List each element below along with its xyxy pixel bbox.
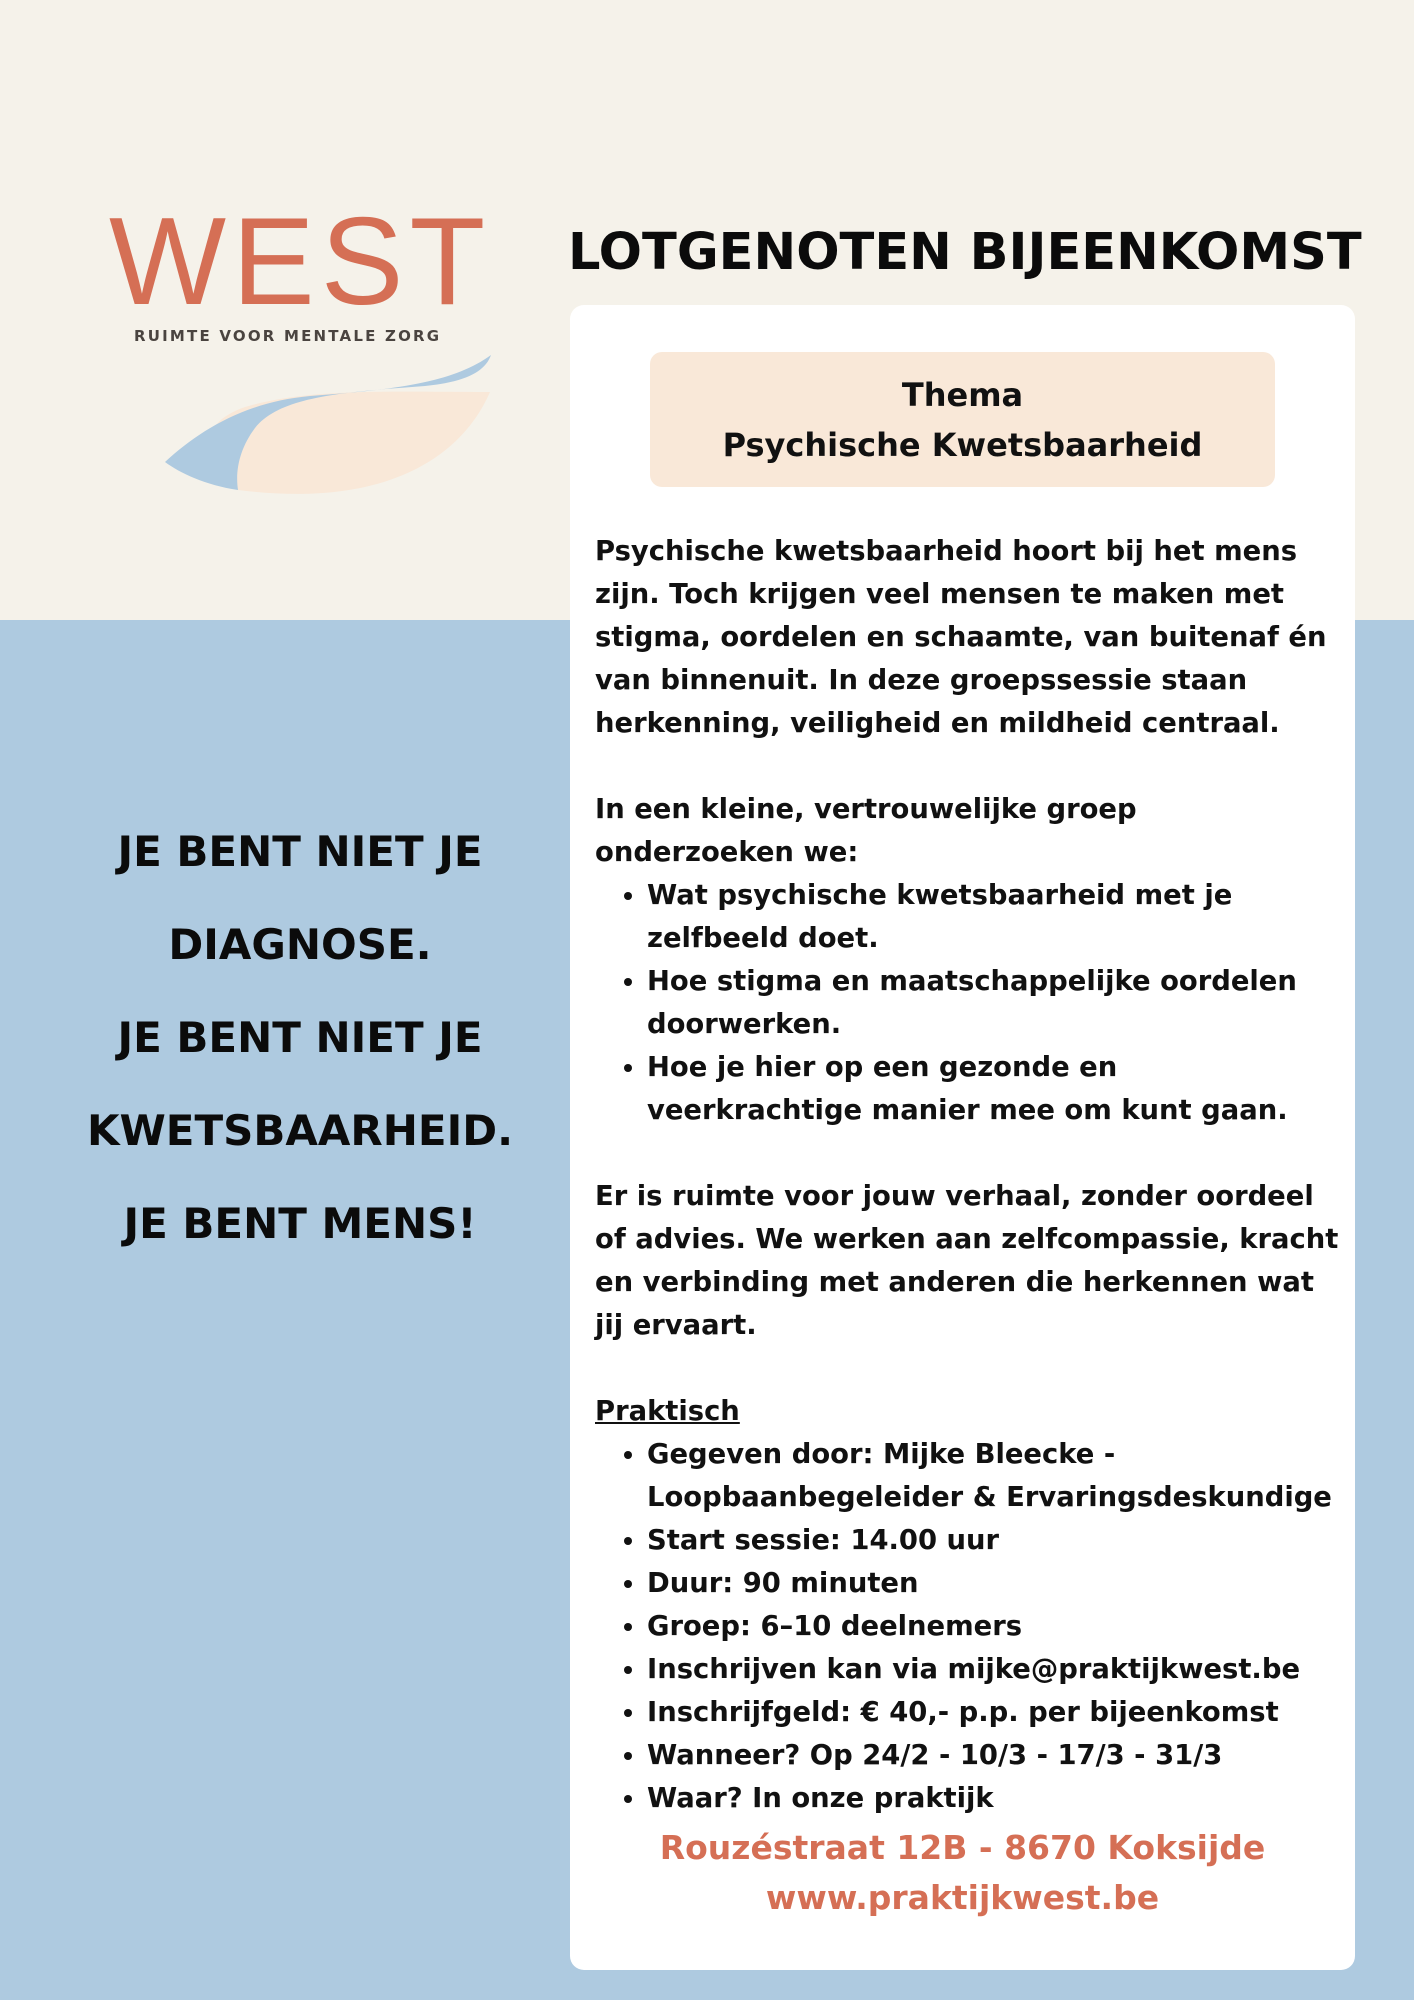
practical-heading: Praktisch — [595, 1396, 740, 1427]
theme-box — [650, 352, 1275, 487]
explore-lead: In een kleine, vertrouwelijke groep onderzoeken we: — [595, 794, 1137, 868]
list-item: • Wat psychische kwetsbaarheid met je zelfbeeld doet. — [647, 874, 1340, 960]
list-item: • Inschrijfgeld: € 40,- p.p. per bijeenkomst — [647, 1691, 1340, 1734]
west-logo — [95, 193, 515, 510]
list-item: • Duur: 90 minuten — [647, 1562, 1340, 1605]
list-item: • Hoe stigma en maatschappelijke oordelen doorwerken. — [647, 960, 1340, 1046]
wave-logo-icon — [95, 340, 515, 510]
website-link[interactable]: www.praktijkwest.be — [765, 1878, 1160, 1917]
list-item: • Gegeven door: Mijke Bleecke - Loopbaanbegeleider & Ervaringsdeskundige — [647, 1433, 1340, 1519]
slogan-line: JE BENT NIET JE — [117, 827, 483, 876]
list-item: • Start sessie: 14.00 uur — [647, 1519, 1340, 1562]
slogan-line: JE BENT MENS! — [123, 1199, 477, 1248]
explore-list — [595, 874, 1340, 1132]
list-item: • Inschrijven kan via mijke@praktijkwest.be — [647, 1648, 1340, 1691]
list-item: • Hoe je hier op een gezonde en veerkrachtige manier mee om kunt gaan. — [647, 1046, 1340, 1132]
list-item: • Waar? In onze praktijk — [647, 1777, 1340, 1820]
practical-list — [595, 1433, 1340, 1820]
theme-title: Psychische Kwetsbaarheid — [722, 425, 1203, 464]
intro-paragraph: Psychische kwetsbaarheid hoort bij het mens zijn. Toch krijgen veel mensen te maken met stigma, oordelen en schaamte, van buitenaf én van binnenuit. In deze groepssessie staan herkenning, veiligheid en mildheid centraal. — [595, 536, 1327, 739]
list-item: • Groep: 6–10 deelnemers — [647, 1605, 1340, 1648]
address-line: Rouzéstraat 12B - 8670 Koksijde — [659, 1828, 1266, 1867]
card-content — [595, 530, 1340, 1820]
logo-wordmark: WEST — [109, 193, 492, 331]
closing-paragraph: Er is ruimte voor jouw verhaal, zonder oordeel of advies. We werken aan zelfcompassie, kracht en verbinding met anderen die herkennen wat jij ervaart. — [595, 1181, 1339, 1341]
slogan-line: DIAGNOSE. — [168, 920, 432, 969]
info-card — [570, 305, 1355, 1970]
logo-tagline: RUIMTE VOOR MENTALE ZORG — [134, 327, 442, 345]
slogan-line: JE BENT NIET JE — [117, 1013, 483, 1062]
theme-label: Thema — [901, 375, 1024, 414]
list-item: • Wanneer? Op 24/2 - 10/3 - 17/3 - 31/3 — [647, 1734, 1340, 1777]
footer-contact — [570, 1823, 1355, 1923]
slogan — [60, 805, 540, 1270]
slogan-line: KWETSBAARHEID. — [86, 1106, 514, 1155]
page-title: LOTGENOTEN BIJEENKOMST — [568, 223, 1362, 282]
